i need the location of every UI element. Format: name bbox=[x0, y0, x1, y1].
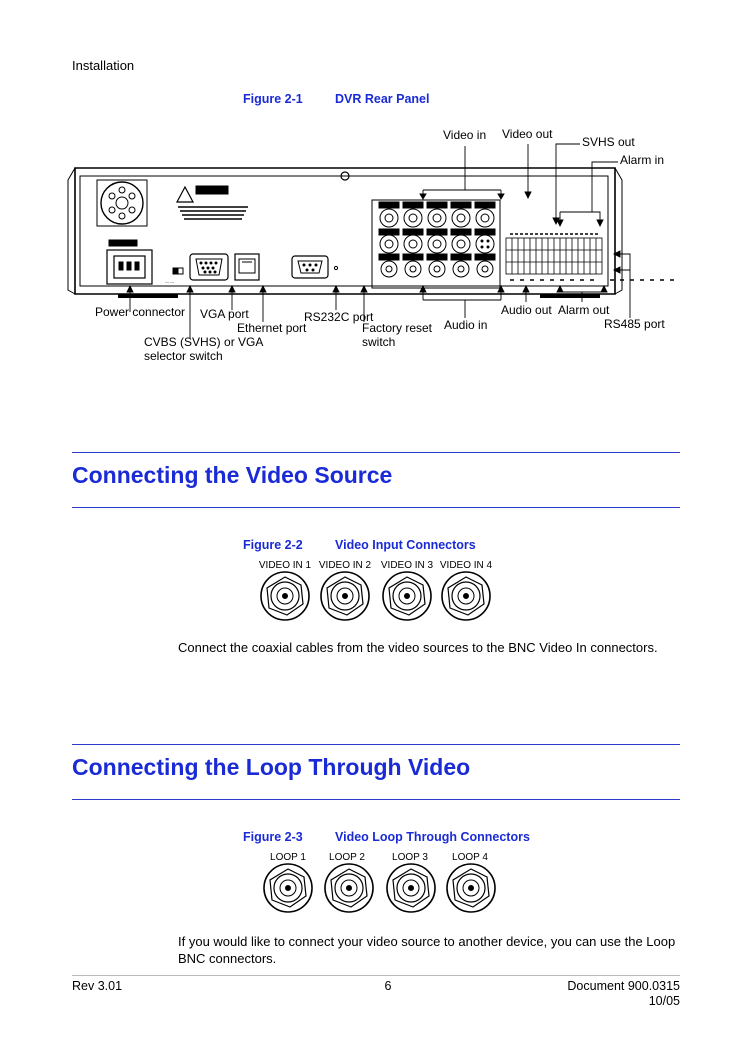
footer-revision: Rev 3.01 bbox=[72, 979, 123, 993]
power-connector-icon bbox=[107, 240, 152, 284]
loop-4-label: LOOP 4 bbox=[452, 852, 488, 863]
callout-alarm-in: Alarm in bbox=[620, 153, 665, 167]
warning-label bbox=[177, 186, 248, 219]
alarm-terminal-block bbox=[506, 234, 676, 280]
bnc-row-2 bbox=[379, 229, 495, 253]
callout-video-in: Video in bbox=[443, 128, 487, 142]
bnc-connector-icon bbox=[387, 864, 435, 912]
bnc-row-1 bbox=[379, 202, 495, 227]
rs232c-port-icon bbox=[292, 256, 338, 278]
section-title-loop-through: Connecting the Loop Through Video bbox=[72, 754, 471, 780]
callout-factory-reset-line1: Factory reset bbox=[362, 321, 433, 335]
bnc-connector-icon bbox=[447, 864, 495, 912]
video-input-connectors-diagram bbox=[250, 570, 510, 626]
section-rule-top bbox=[72, 452, 680, 453]
figure-title: Video Input Connectors bbox=[335, 538, 476, 552]
fan-icon bbox=[97, 180, 147, 226]
ethernet-port-icon bbox=[235, 254, 259, 280]
bnc-connector-icon bbox=[261, 572, 309, 620]
callout-factory-reset bbox=[362, 321, 432, 349]
vga-port-icon bbox=[190, 254, 228, 280]
running-header: Installation bbox=[72, 58, 135, 73]
callout-power-connector: Power connector bbox=[95, 305, 186, 319]
footer-document-info bbox=[520, 979, 680, 1009]
svg-text:— —: — — bbox=[165, 279, 175, 284]
footer-rule bbox=[72, 975, 680, 976]
figure-title: DVR Rear Panel bbox=[335, 92, 430, 106]
video-in-4-label: VIDEO IN 4 bbox=[439, 560, 493, 571]
callout-cvbs-line2: selector switch bbox=[144, 349, 223, 363]
footer-page-number: 6 bbox=[384, 979, 392, 993]
callout-rs232c-port: RS232C port bbox=[304, 310, 374, 324]
callout-ethernet-port: Ethernet port bbox=[237, 321, 307, 335]
callout-rs485-port: RS485 port bbox=[604, 317, 665, 331]
callout-factory-reset-line2: switch bbox=[362, 335, 396, 349]
callout-cvbs-line1: CVBS (SVHS) or VGA bbox=[144, 335, 264, 349]
loop-through-connectors-diagram bbox=[253, 862, 515, 918]
loop-2-label: LOOP 2 bbox=[329, 852, 365, 863]
callout-alarm-out: Alarm out bbox=[558, 303, 610, 317]
figure-number: Figure 2-1 bbox=[243, 92, 303, 106]
callout-video-out: Video out bbox=[502, 127, 553, 141]
footer-document-number: Document 900.0315 bbox=[567, 979, 680, 993]
figure-number: Figure 2-3 bbox=[243, 830, 303, 844]
loop-through-body-text: If you would like to connect your video source to another device, you can use the Loop BNC connectors. bbox=[178, 934, 676, 966]
figure-2-2-caption bbox=[243, 538, 563, 554]
av-connector-bank bbox=[372, 200, 500, 288]
section-rule-bottom bbox=[72, 799, 680, 800]
bnc-connector-icon bbox=[442, 572, 490, 620]
figure-2-3-caption bbox=[243, 830, 563, 846]
callout-svhs-out: SVHS out bbox=[582, 135, 635, 149]
footer-document-date: 10/05 bbox=[648, 994, 680, 1008]
video-in-2-label: VIDEO IN 2 bbox=[318, 560, 372, 571]
loop-1-label: LOOP 1 bbox=[270, 852, 306, 863]
section-rule-top bbox=[72, 744, 680, 745]
callout-vga-port: VGA port bbox=[200, 307, 249, 321]
rca-row-3 bbox=[379, 254, 495, 277]
callout-cvbs-selector bbox=[144, 335, 263, 363]
chassis bbox=[68, 168, 622, 294]
figure-title: Video Loop Through Connectors bbox=[335, 830, 530, 844]
section-rule-bottom bbox=[72, 507, 680, 508]
loop-3-label: LOOP 3 bbox=[392, 852, 428, 863]
section-title-video-source: Connecting the Video Source bbox=[72, 462, 393, 488]
figure-number: Figure 2-2 bbox=[243, 538, 303, 552]
bnc-connector-icon bbox=[321, 572, 369, 620]
foot-right bbox=[540, 294, 600, 298]
bnc-connector-icon bbox=[383, 572, 431, 620]
bnc-connector-icon bbox=[264, 864, 312, 912]
selector-switch-icon bbox=[165, 268, 183, 284]
bnc-connector-icon bbox=[325, 864, 373, 912]
video-source-body-text: Connect the coaxial cables from the video sources to the BNC Video In connectors. bbox=[178, 640, 658, 655]
callout-audio-out: Audio out bbox=[501, 303, 552, 317]
callout-audio-in: Audio in bbox=[444, 318, 488, 332]
foot-left bbox=[118, 294, 178, 298]
video-in-3-label: VIDEO IN 3 bbox=[380, 560, 434, 571]
video-in-1-label: VIDEO IN 1 bbox=[258, 560, 312, 571]
